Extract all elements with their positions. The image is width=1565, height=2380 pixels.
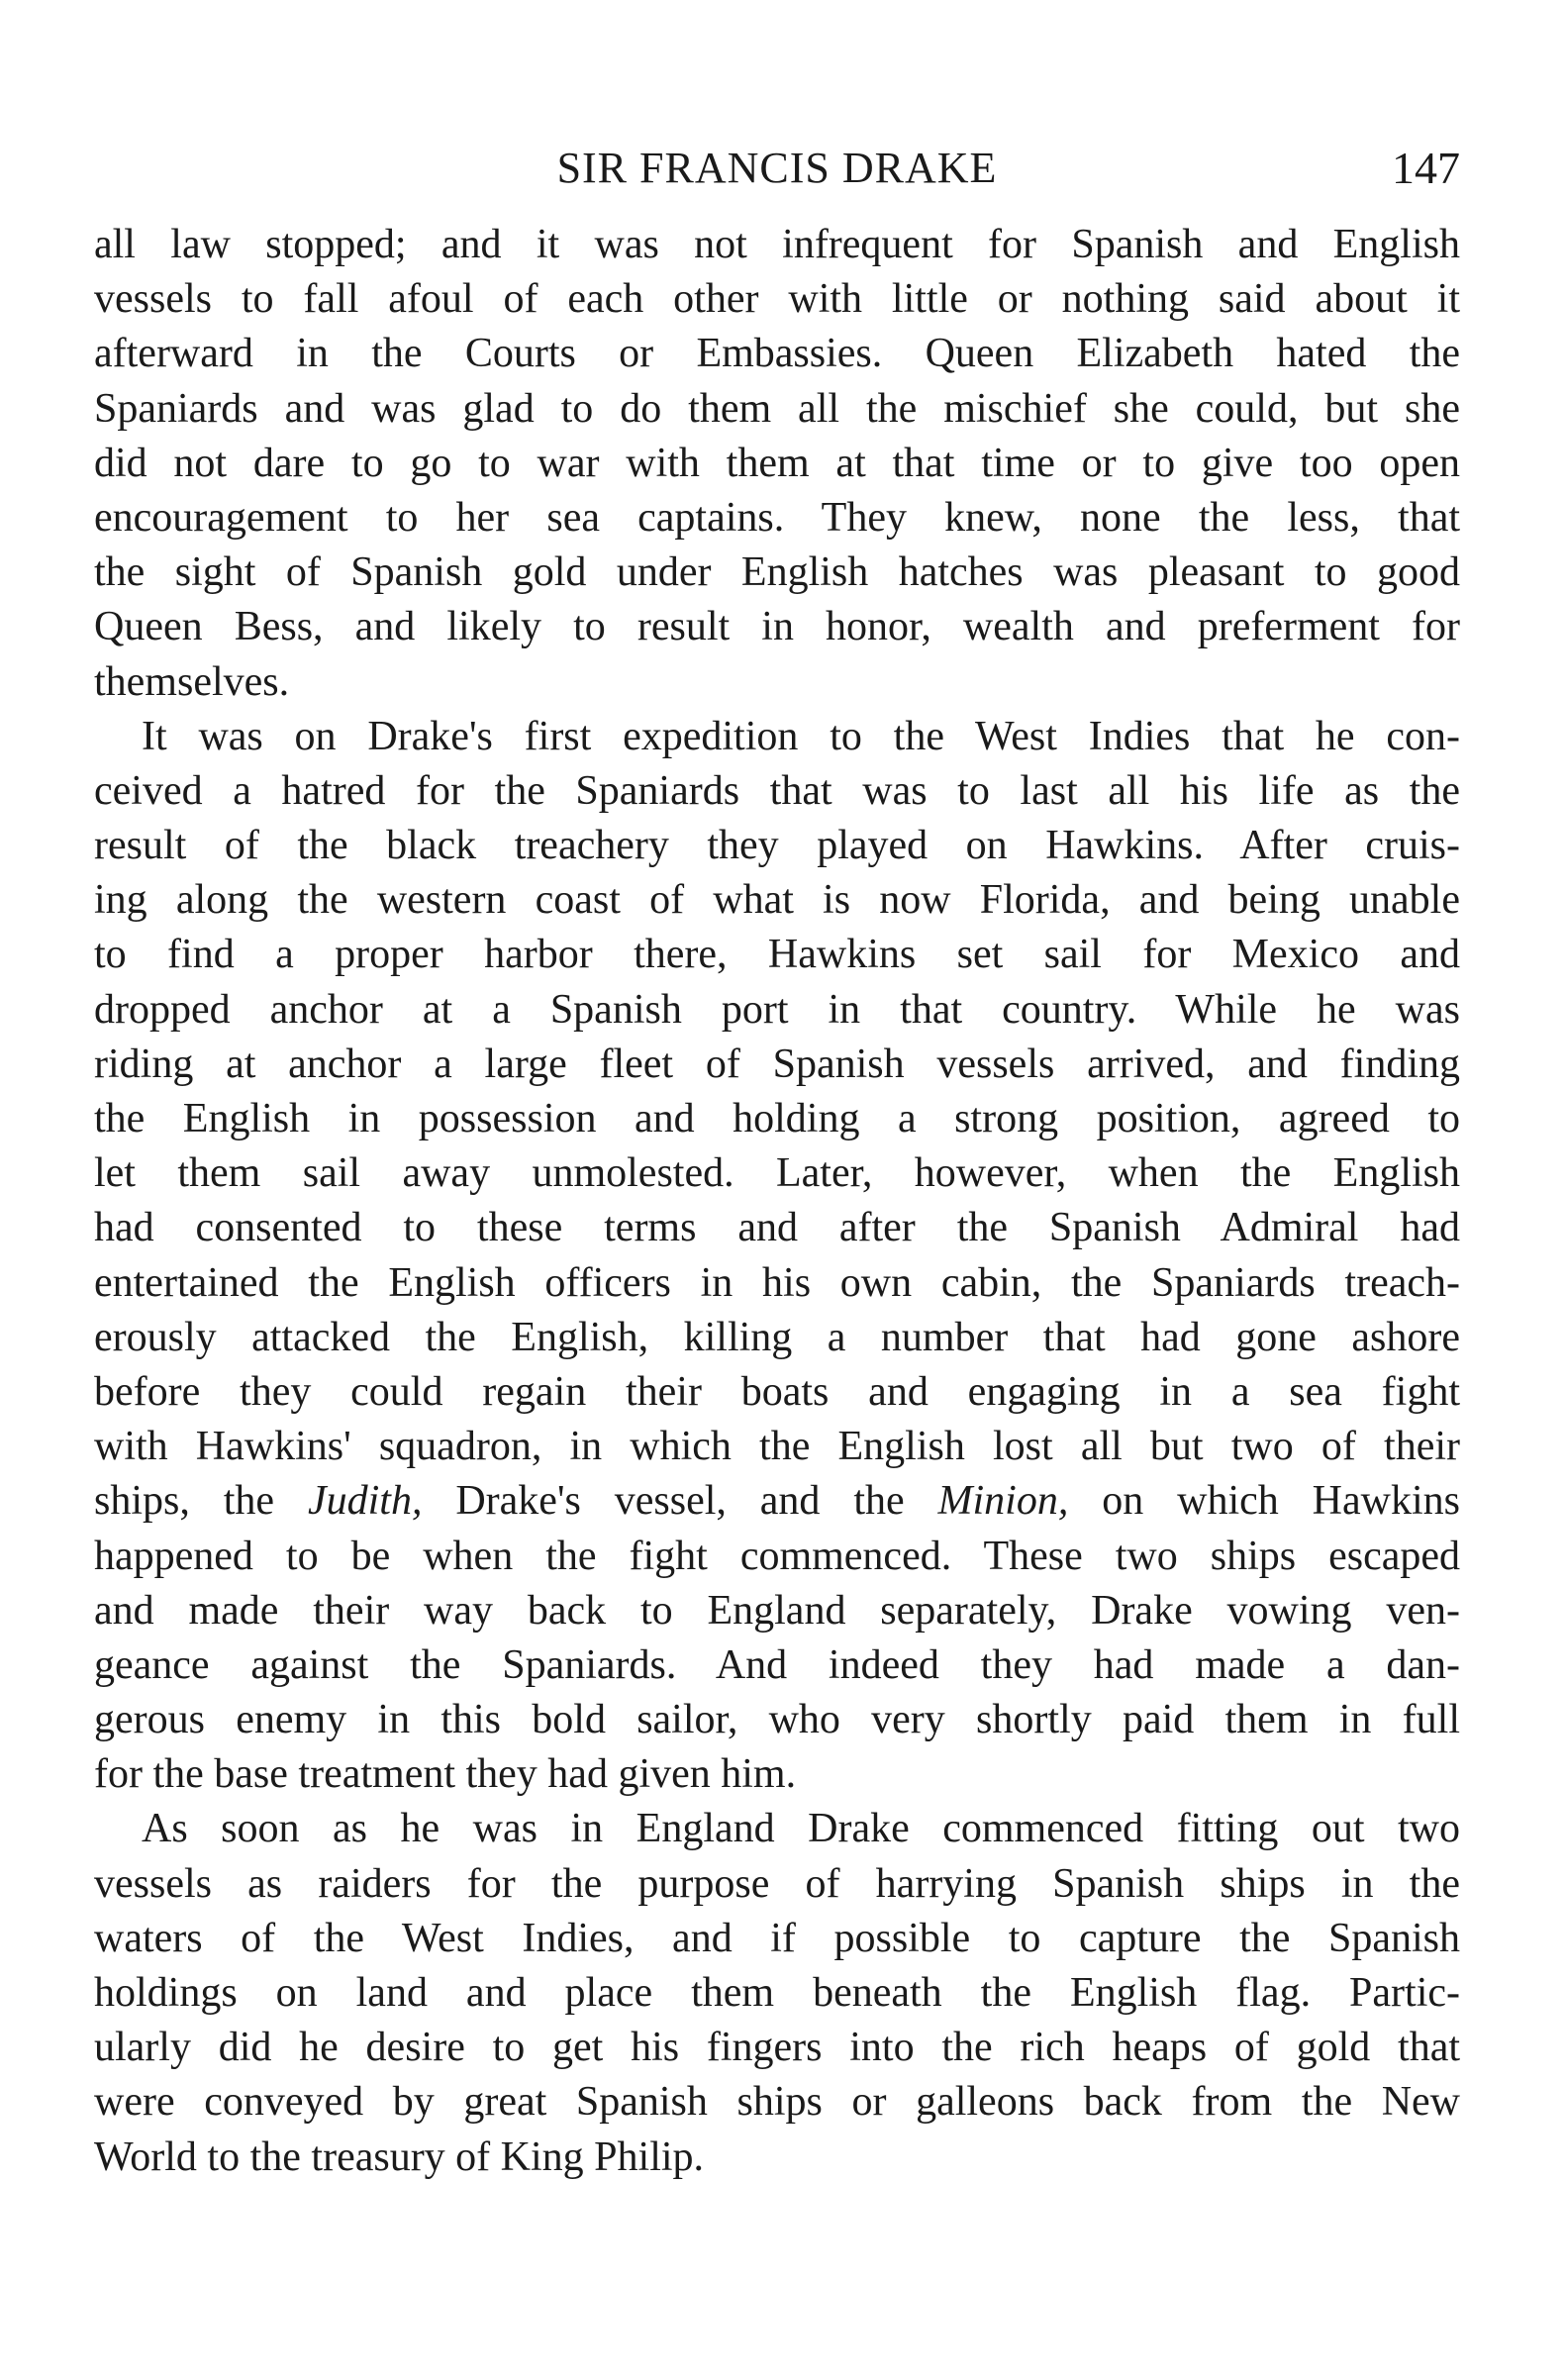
- text-line: with Hawkins' squadron, in which the English lost all but two of their: [94, 1424, 1460, 1470]
- text-line: As soon as he was in England Drake commenced fitting out two: [142, 1806, 1460, 1852]
- text-line: World to the treasury of King Philip.: [94, 2133, 705, 2180]
- text-line: did not dare to go to war with them at that time or to give too open: [94, 440, 1460, 486]
- text-line: let them sail away unmolested. Later, however, when the English: [94, 1150, 1460, 1197]
- paragraph-3: [94, 1802, 1460, 2184]
- ship-name-minion: Minion,: [937, 1478, 1069, 1525]
- text-line: result of the black treachery they played on Hawkins. After cruis-: [94, 823, 1460, 869]
- body-text: [94, 218, 1460, 2185]
- text-line: holdings on land and place them beneath the English flag. Partic-: [94, 1970, 1460, 2016]
- page-number: 147: [1392, 143, 1460, 193]
- running-head: [94, 139, 1460, 198]
- text-line: ularly did he desire to get his fingers into the rich heaps of gold that: [94, 2025, 1460, 2071]
- text-line: encouragement to her sea captains. They knew, none the less, that: [94, 494, 1460, 541]
- ship-name-judith: Judith,: [307, 1478, 423, 1525]
- paragraph-2: [94, 710, 1460, 1803]
- text-line: vessels to fall afoul of each other with little or nothing said about it: [94, 276, 1460, 323]
- running-title: SIR FRANCIS DRAKE: [556, 144, 998, 192]
- text-line: vessels as raiders for the purpose of harrying Spanish ships in the: [94, 1860, 1460, 1907]
- text-line: riding at anchor a large fleet of Spanish vessels arrived, and finding: [94, 1041, 1460, 1087]
- text-line: happened to be when the fight commenced. These two ships escaped: [94, 1533, 1460, 1579]
- text-line: all law stopped; and it was not infrequent for Spanish and English: [94, 222, 1460, 267]
- text-line: the sight of Spanish gold under English hatches was pleasant to good: [94, 549, 1460, 596]
- text-fragment: ships, the: [94, 1478, 308, 1525]
- text-line: dropped anchor at a Spanish port in that country. While he was: [94, 986, 1460, 1033]
- text-line: afterward in the Courts or Embassies. Queen Elizabeth hated the: [94, 331, 1460, 377]
- text-line: for the base treatment they had given him.: [94, 1751, 797, 1798]
- text-line: before they could regain their boats and engaging in a sea fight: [94, 1368, 1460, 1415]
- text-line: were conveyed by great Spanish ships or galleons back from the New: [94, 2079, 1460, 2126]
- text-fragment: on which Hawkins: [1068, 1478, 1460, 1525]
- text-line: geance against the Spaniards. And indeed they had made a dan-: [94, 1641, 1460, 1688]
- text-line: Queen Bess, and likely to result in honor, wealth and preferment for: [94, 604, 1460, 650]
- text-fragment: Drake's vessel, and the: [422, 1478, 938, 1525]
- text-line: had consented to these terms and after the Spanish Admiral had: [94, 1205, 1460, 1251]
- text-line: to find a proper harbor there, Hawkins set sail for Mexico and: [94, 932, 1460, 978]
- text-line: waters of the West Indies, and if possible to capture the Spanish: [94, 1915, 1460, 1961]
- text-line: ing along the western coast of what is now Florida, and being unable: [94, 877, 1460, 924]
- text-line: It was on Drake's first expedition to the West Indies that he con-: [142, 713, 1460, 759]
- text-line: erously attacked the English, killing a number that had gone ashore: [94, 1314, 1460, 1360]
- text-line: entertained the English officers in his own cabin, the Spaniards treach-: [94, 1259, 1460, 1306]
- text-line: Spaniards and was glad to do them all the mischief she could, but she: [94, 385, 1460, 432]
- text-line: the English in possession and holding a strong position, agreed to: [94, 1096, 1460, 1141]
- text-line: and made their way back to England separately, Drake vowing ven-: [94, 1587, 1460, 1634]
- text-line-ships: [94, 1474, 1460, 1529]
- paragraph-1: [94, 218, 1460, 710]
- text-line: ceived a hatred for the Spaniards that was to last all his life as the: [94, 767, 1460, 814]
- text-line: themselves.: [94, 658, 290, 705]
- text-line: gerous enemy in this bold sailor, who very shortly paid them in full: [94, 1697, 1460, 1743]
